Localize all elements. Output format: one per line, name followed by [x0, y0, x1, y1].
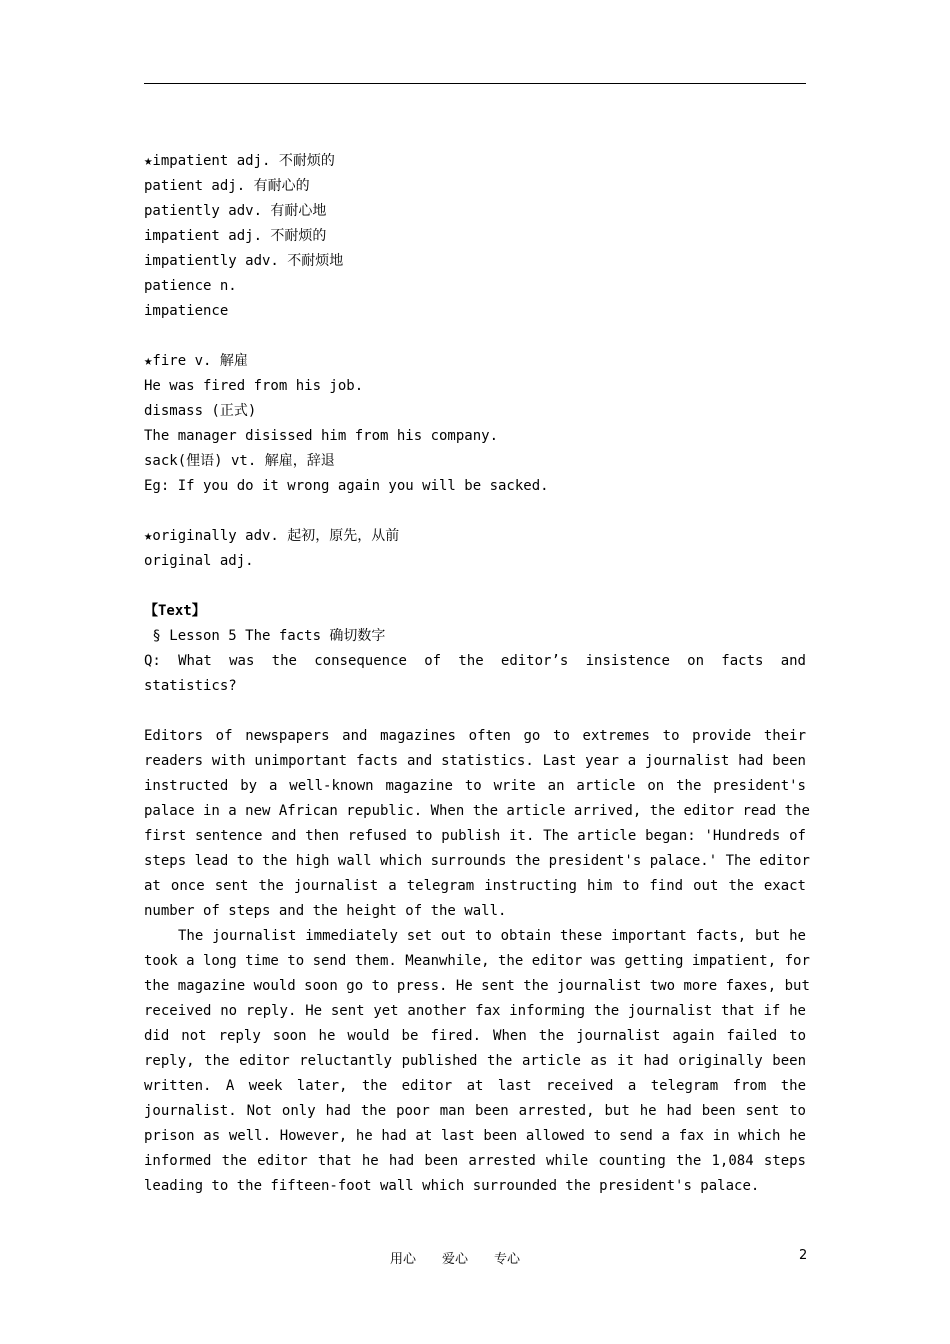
paragraph-line: leading to the fifteen-foot wall which surrounded the president's palace.: [144, 1178, 760, 1194]
spacer: [144, 324, 806, 349]
article-paragraph-2: [144, 924, 810, 1199]
paragraph-line: the magazine would soon go to press. He sent the journalist two more faxes, but: [144, 978, 810, 994]
article-paragraph-1: [144, 724, 810, 924]
footer-text: 用心 爱心 专心: [390, 1252, 521, 1267]
lesson-title: § Lesson 5 The facts 确切数字: [144, 628, 386, 644]
spacer: [144, 574, 806, 599]
header-rule: [144, 83, 806, 84]
paragraph-line: prison as well. However, he had at last been allowed to send a fax in which he: [144, 1128, 806, 1144]
vocab-headword: ★impatient adj. 不耐烦的: [144, 153, 335, 169]
paragraph-line: journalist. Not only had the poor man been arrested, but he had been sent to: [144, 1103, 806, 1119]
vocab-line: impatient adj. 不耐烦的: [144, 228, 327, 244]
spacer: [144, 699, 806, 724]
vocab-line: patience n.: [144, 278, 237, 294]
paragraph-line: number of steps and the height of the wall.: [144, 903, 507, 919]
vocab-line: patiently adv. 有耐心地: [144, 203, 327, 219]
vocab-line: original adj.: [144, 553, 254, 569]
paragraph-line: first sentence and then refused to publish it. The article began: 'Hundreds of: [144, 828, 806, 844]
vocab-entry-impatient: [144, 149, 806, 324]
paragraph-line: The journalist immediately set out to obtain these important facts, but he: [178, 928, 806, 944]
page-number: 2: [799, 1248, 808, 1263]
paragraph-line: instructed by a well-known magazine to write an article on the president's: [144, 778, 806, 794]
vocab-line: patient adj. 有耐心的: [144, 178, 310, 194]
section-heading-text: 【Text】: [144, 603, 206, 619]
vocab-entry-fire: [144, 349, 806, 499]
paragraph-line: informed the editor that he had been arrested while counting the 1,084 steps: [144, 1153, 806, 1169]
paragraph-line: palace in a new African republic. When the article arrived, the editor read the: [144, 803, 810, 819]
vocab-example: He was fired from his job.: [144, 378, 364, 394]
vocab-line: impatiently adv. 不耐烦地: [144, 253, 344, 269]
vocab-entry-originally: [144, 524, 806, 574]
paragraph-line: readers with unimportant facts and statistics. Last year a journalist had been: [144, 753, 806, 769]
question: [144, 649, 806, 699]
paragraph-line: written. A week later, the editor at last received a telegram from the: [144, 1078, 806, 1094]
vocab-line: dismass (正式): [144, 403, 257, 419]
vocab-example: Eg: If you do it wrong again you will be sacked.: [144, 478, 549, 494]
vocab-example: The manager disissed him from his company.: [144, 428, 499, 444]
vocab-line: impatience: [144, 303, 229, 319]
paragraph-line: took a long time to send them. Meanwhile, the editor was getting impatient, for: [144, 953, 810, 969]
vocab-headword: ★fire v. 解雇: [144, 353, 248, 369]
paragraph-line: steps lead to the high wall which surrounds the president's palace.' The editor: [144, 853, 810, 869]
document-body: [144, 149, 810, 1199]
paragraph-line: Editors of newspapers and magazines often go to extremes to provide their: [144, 728, 806, 744]
spacer: [144, 499, 806, 524]
paragraph-line: received no reply. He sent yet another fax informing the journalist that if he: [144, 1003, 806, 1019]
paragraph-line: did not reply soon he would be fired. When the journalist again failed to: [144, 1028, 806, 1044]
vocab-headword: ★originally adv. 起初，原先，从前: [144, 528, 400, 544]
paragraph-line: reply, the editor reluctantly published the article as it had originally been: [144, 1053, 806, 1069]
vocab-line: sack(俚语) vt. 解雇，辞退: [144, 453, 335, 469]
paragraph-line: at once sent the journalist a telegram instructing him to find out the exact: [144, 878, 806, 894]
question-line: Q: What was the consequence of the editor’s insistence on facts and: [144, 653, 806, 669]
question-line: statistics?: [144, 678, 237, 694]
